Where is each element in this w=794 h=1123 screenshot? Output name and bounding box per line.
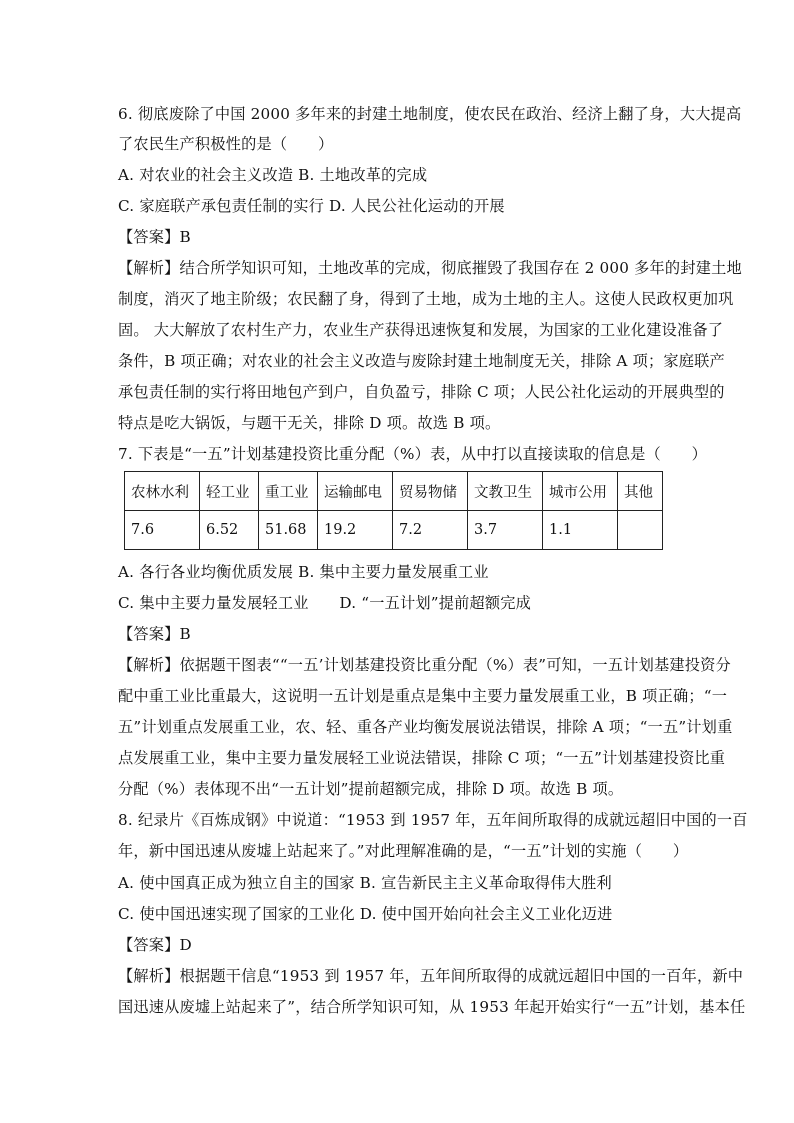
q6-options-cd: C. 家庭联产承包责任制的实行 D. 人民公社化运动的开展 (118, 197, 505, 215)
table-header-cell: 贸易物储 (393, 472, 468, 511)
q6-stem-line1: 6. 彻底废除了中国 2000 多年来的封建土地制度，使农民在政治、经济上翻了身，大大提高 (118, 105, 742, 123)
table-cell: 6.52 (200, 511, 259, 550)
q7-analysis-line: 【解析】依据题干图表““一五’计划基建投资比重分配（%）表”可知，一五计划基建投资分 (118, 656, 731, 674)
q8-options-ab: A. 使中国真正成为独立自主的国家 B. 宣告新民主主义革命取得伟大胜利 (118, 874, 612, 892)
q8-analysis-line: 国迅速从废墟上站起来了”，结合所学知识可知，从 1953 年起开始实行“一五”计划，基本任 (118, 998, 746, 1016)
q7-stem: 7. 下表是“一五”计划基建投资比重分配（%）表，从中打以直接读取的信息是（ ） (118, 445, 708, 463)
q6-stem-line2: 了农民生产积极性的是（ ） (118, 135, 334, 153)
q8-stem-line1: 8. 纪录片《百炼成钢》中说道：“1953 到 1957 年，五年间所取得的成就远超旧中国的一百 (118, 811, 748, 829)
table-header-cell: 农林水利 (125, 472, 200, 511)
table-header-cell: 城市公用 (543, 472, 618, 511)
table-header-cell: 重工业 (259, 472, 318, 511)
q8-stem-line2: 年，新中国迅速从废墟上站起来了。”对此理解准确的是，“一五”计划的实施（ ） (118, 842, 689, 860)
table-cell: 7.6 (125, 511, 200, 550)
table-cell: 1.1 (543, 511, 618, 550)
table-header-cell: 文教卫生 (468, 472, 543, 511)
investment-table (124, 471, 663, 550)
q6-analysis-line: 【解析】结合所学知识可知，土地改革的完成，彻底摧毁了我国存在 2 000 多年的封建土地 (118, 259, 742, 277)
table-cell: 7.2 (393, 511, 468, 550)
q6-options-ab: A. 对农业的社会主义改造 B. 土地改革的完成 (118, 166, 428, 184)
table-header-cell: 运输邮电 (318, 472, 393, 511)
q7-options-cd: C. 集中主要力量发展轻工业 D. “一五计划”提前超额完成 (118, 594, 532, 612)
table-header-row (125, 472, 663, 511)
table-row (125, 511, 663, 550)
q7-answer: 【答案】B (118, 625, 191, 643)
q8-options-cd: C. 使中国迅速实现了国家的工业化 D. 使中国开始向社会主义工业化迈进 (118, 905, 613, 923)
q7-options-ab: A. 各行各业均衡优质发展 B. 集中主要力量发展重工业 (118, 563, 489, 581)
q8-analysis-line: 【解析】根据题干信息“1953 到 1957 年，五年间所取得的成就远超旧中国的一百年，新中 (118, 967, 744, 985)
table-cell: 51.68 (259, 511, 318, 550)
table-header-cell: 轻工业 (200, 472, 259, 511)
q6-analysis-line: 特点是吃大锅饭，与题干无关，排除 D 项。故选 B 项。 (118, 414, 501, 432)
q6-analysis-line: 制度，消灭了地主阶级；农民翻了身，得到了土地，成为土地的主人。这使人民政权更加巩 (118, 290, 734, 308)
table-cell: 3.7 (468, 511, 543, 550)
q8-answer: 【答案】D (118, 936, 192, 954)
table-cell (618, 511, 663, 550)
q6-analysis-line: 固。 大大解放了农村生产力，农业生产获得迅速恢复和发展，为国家的工业化建设准备了 (118, 321, 724, 339)
q7-analysis-line: 分配（%）表体现不出“一五计划”提前超额完成，排除 D 项。故选 B 项。 (118, 780, 624, 798)
table-header-cell: 其他 (618, 472, 663, 511)
q6-analysis-line: 条件，B 项正确；对农业的社会主义改造与废除封建土地制度无关，排除 A 项；家庭联产 (118, 352, 725, 370)
q7-analysis-line: 点发展重工业，集中主要力量发展轻工业说法错误，排除 C 项；“一五”计划基建投资比重 (118, 749, 726, 767)
q6-analysis-line: 承包责任制的实行将田地包产到户，自负盈亏，排除 C 项；人民公社化运动的开展典型的 (118, 383, 725, 401)
q6-answer: 【答案】B (118, 228, 191, 246)
table-cell: 19.2 (318, 511, 393, 550)
q7-analysis-line: 配中重工业比重最大，这说明一五计划是重点是集中主要力量发展重工业，B 项正确；“一 (118, 687, 728, 705)
q7-analysis-line: 五”计划重点发展重工业，农、轻、重各产业均衡发展说法错误，排除 A 项；“一五”计划重 (118, 718, 733, 736)
